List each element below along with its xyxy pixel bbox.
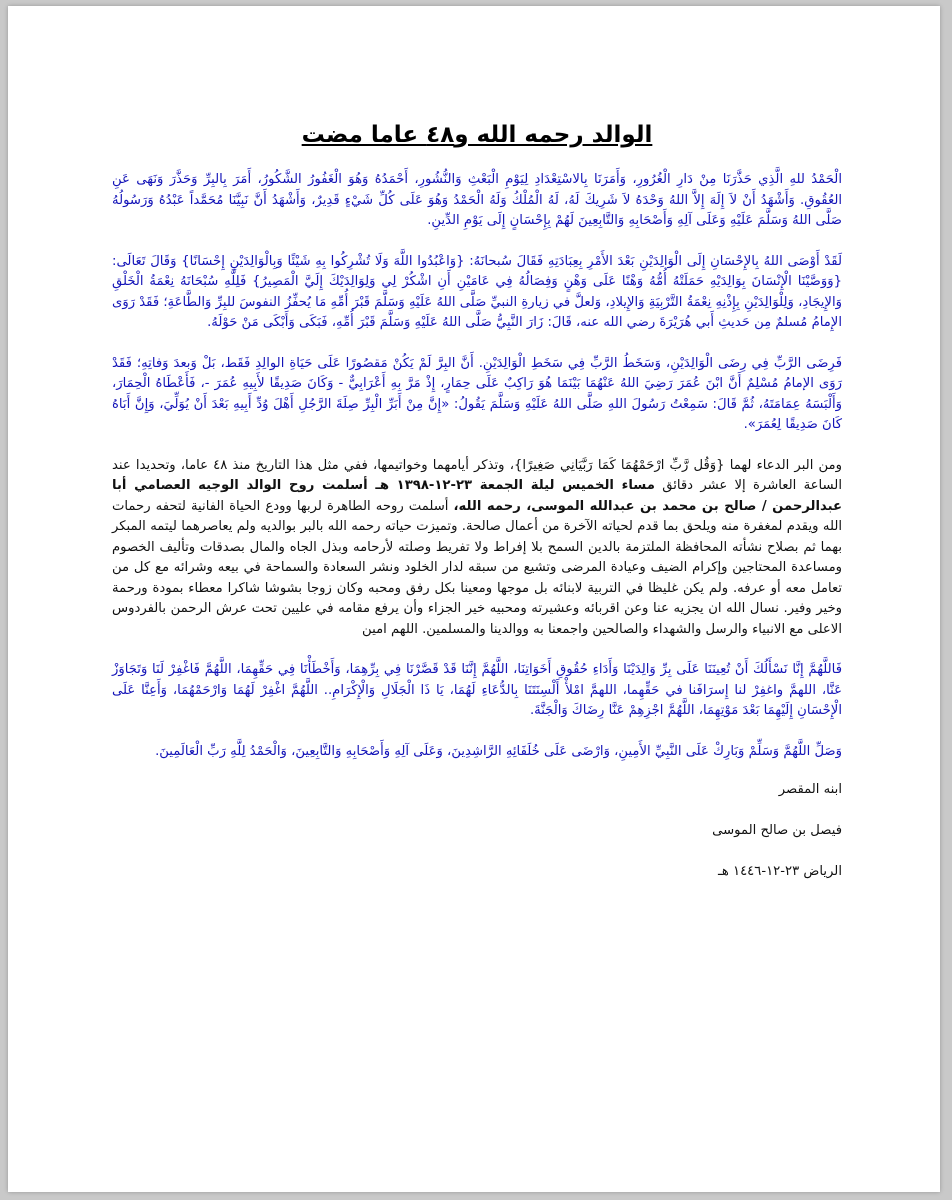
memorial-intro-text: ومن البر الدعاء لهما {وَقُل رَّبِّ ارْحَمْهُمَا كَمَا رَبَّيَانِي صَغِيرًا}، وتذكر أيامهما وخواتيمها، ففي مثل هذا التاريخ منذ ٤٨ عاما، وتحديدا عند الساعة العاشرة إلا عشر دقائق bbox=[112, 457, 842, 493]
paragraph-opening-praise: الْحَمْدُ للهِ الَّذِي حَذَّرَنَا مِنْ دَارِ الْغُرُورِ، وَأَمَرَنَا بِالاسْتِعْدَادِ لِيَوْمِ الْبَعْثِ وَالنُّشُورِ، أَحْمَدُهُ وَهُوَ الْغَفُورُ الشَّكُورُ، أَمَرَ بِالبِرِّ وَحَذَّرَ وَنَهَى عَنِ العُقُوقِ. وَأَشْهَدُ أَنْ لاَ إِلَهَ إِلاَّ اللهُ وَحْدَهُ لاَ شَرِيكَ لَهُ، لَهُ الْمُلْكُ وَلَهُ الْحَمْدُ وَهُوَ عَلَى كُلِّ شَيْءٍ قَدِيرٌ، وَأَشْهَدُ أَنَّ نَبِيَّنَا مُحَمَّداً عَبْدُهُ وَرَسُولُهُ صَلَّى اللهُ وَسَلَّمَ عَلَيْهِ وَعَلَى آلِهِ وَأَصْحَابِهِ وَالتَّابِعِينَ لَهُمْ بِإِحْسَانٍ إِلَى يَوْمِ الدِّينِ. bbox=[112, 172, 842, 228]
signature-line-name: فيصل بن صالح الموسى bbox=[712, 823, 842, 838]
paragraph-parents-verses: لَقَدْ أَوْصَى اللهُ بِالإِحْسَانِ إِلَى الْوَالِدَيْنِ بَعْدَ الأَمْرِ بِعِبَادَتِهِ فَقَالَ سُبحانَهُ: {وَاعْبُدُوا اللَّهَ وَلَا تُشْرِكُوا بِهِ شَيْئًا وَبِالْوَالِدَيْنِ إِحْسَانًا} وَقَالَ تَعَالَى: {وَوَصَّيْنَا الْإِنْسَانَ بِوَالِدَيْهِ حَمَلَتْهُ أُمُّهُ وَهْنًا عَلَى وَهْنٍ وَفِصَالُهُ فِي عَامَيْنِ أَنِ اشْكُرْ لِي وَلِوَالِدَيْكَ إِلَيَّ الْمَصِيرُ} فَلِلَّهِ سُبْحَانَهُ نِعْمَةُ الْخَلْقِ وَالإِيجَادِ، وَلِلْوَالِدَيْنِ بِإِذْنِهِ نِعْمَةُ التَّرْبِيَةِ وَالإِيلادِ، وَلعلَّ في زيارةِ النبيِّ صَلَّى اللهُ عَلَيْهِ وَسَلَّمَ قَبْرَ أُمِّهِ مَا يُحفِّزُ النفوسَ للبِرِّ وَالطَّاعَةِ؛ فَقَدْ رَوَى الإِمامُ مُسلمٌ مِن حَديثِ أَبي هُرَيْرَةَ رضي الله عنه، قَالَ: زَارَ النَّبِيُّ صَلَّى اللهُ عَلَيْهِ وَسَلَّمَ قَبْرَ أُمِّهِ، فَبَكَى وَأَبْكَى مَنْ حَوْلَهُ. bbox=[112, 253, 842, 330]
paragraph-closing-prayer: وَصَلِّ اللَّهُمَّ وَسَلِّمْ وَبَارِكْ عَلَى النَّبِيِّ الأَمِينِ، وَارْضَى عَلَى خُلَفَائِهِ الرَّاشِدِينَ، وَعَلَى آلِهِ وَأَصْحَابِهِ وَالتَّابِعِينَ، وَالْحَمْدُ لِلَّهِ رَبِّ الْعَالَمِينَ. bbox=[155, 743, 842, 759]
paragraph-supplication: فَاللَّهُمَّ إِنَّا نَسْأَلُكَ أَنْ تُعِينَنَا عَلَى بِرِّ وَالِدَيْنَا وَأَدَاءِ حُقُوقِ أَخَوَاتِنَا، اللَّهُمَّ إِنَّنَا قَدْ قَصَّرْنَا فِي بِرِّهِمَا، وَأَخْطَأْنَا فِي حَقِّهِمَا، اللَّهُمَّ فَاغْفِرْ لَنَا وَتَجَاوَزْ عَنَّا، اللهمَّ واغفِرْ لنا إِسرَافَنا في حَقِّهِما، اللهمَّ امْلأْ أَلْسِنَتَنَا بِالدُّعَاءِ لَهُمَا، يَا ذَا الْجَلَالِ وَالْإِكْرَامِ.. اللَّهُمَّ اغْفِرْ لَهُمَا وَارْحَمْهُمَا، وَأَعِنَّا عَلَى الْإِحْسَانِ إِلَيْهِمَا بَعْدَ مَوْتِهِمَا، اللَّهُمَّ اجْزِهِمْ عَنَّا رِضَاكَ وَالْجَنَّةَ. bbox=[112, 662, 842, 718]
page-title: الوالد رحمه الله و٤٨ عاما مضت bbox=[301, 122, 653, 148]
document-content bbox=[112, 122, 842, 905]
document-page bbox=[8, 6, 940, 1192]
signature-line-son: ابنه المقصر bbox=[778, 782, 842, 797]
paragraph-father-memorial bbox=[112, 456, 842, 641]
memorial-body-text: أسلمت روحه الطاهرة لربها وودع الحياة الفانية لتحفه رحمات الله ويقدم لمغفرة منه ويلحق بما قدم لحياته الآخرة من أعمال صالحة. وتميزت حياته رحمه الله بالبر بوالديه ولم يعاصرهما ليتمه المبكر بهما ثم بصلاح نشأته المحافظة الملتزمة بالدين السمح بلا إفراط ولا تفريط وصلته لأرحامه وبذل الجاه والمال بصدقات وتأليف الخصوم ومساعدة المحتاجين وإكرام الضيف وعيادة المرضى وتشيع من سبقه لدار الخلود ونشر السعادة والسماحة في بيعه وشرائه مع كل من تعامل معه أو عرفه. ولم يكن غليظا في التربية لابنائه بل موجها ومعينا بكل رفق ومحبه وكان زوجا بشوشا شاكرا معطاء بمودة ورحمة وخير وفير. نسال الله ان يجزيه عنا وعن اقربائه وعشيرته ومحبيه خير الجزاء وأن يرفع مقامه في عليين تحت عرش الرحمن بالفردوس الاعلى مع الانبياء والرسل والشهداء والصالحين واجمعنا به ووالدينا والمسلمين. اللهم امين bbox=[112, 498, 842, 637]
memorial-date-name-bold: مساء الخميس ليلة الجمعة ٢٣-١٢-١٣٩٨ هـ أسلمت روح الوالد الوجيه العصامي أبا عبدالرحمن / صالح بن محمد بن عبدالله الموسى، رحمه الله، bbox=[112, 478, 843, 514]
paragraph-honoring-after-death: فَرِضَى الرَّبِّ فِي رِضَى الْوَالِدَيْنِ، وَسَخَطُ الرَّبِّ فِي سَخَطِ الْوَالِدَيْنِ. أَنَّ البِرَّ لَمْ يَكُنْ مَقصُورًا عَلَى حَيَاةِ الوالِدِ فَقَط، بَلْ وَبعدَ وَفاتِهِ؛ فَقَدْ رَوَى الإمامُ مُسْلِمٌ أَنَّ ابْنَ عُمَرَ رَضِيَ اللهُ عَنْهُمَا بَيْنَمَا هُوَ رَاكِبٌ عَلَى حِمَارٍ، إِذْ مَرَّ بِهِ أَعْرَابِيٌّ - وَكَانَ صَدِيقًا لأَبِيهِ عُمَرَ -، فَأَعْطَاهُ الْحِمَارَ، وَأَلْبَسَهُ عِمَامَتَهُ، ثُمَّ قَالَ: سَمِعْتُ رَسُولَ اللهِ صَلَّى اللهُ عَلَيْهِ وَسَلَّمَ يَقُولُ: «إِنَّ مِنْ أَبَرِّ الْبِرِّ صِلَةَ الرَّجُلِ أَهْلَ وُدِّ أَبِيهِ بَعْدَ أَنْ يُوَلِّيَ، وَإِنَّ أَبَاهُ كَانَ صَدِيقًا لِعُمَرَ». bbox=[112, 355, 842, 432]
signature-line-place-date: الرياض ٢٣-١٢-١٤٤٦ هـ bbox=[717, 864, 842, 879]
